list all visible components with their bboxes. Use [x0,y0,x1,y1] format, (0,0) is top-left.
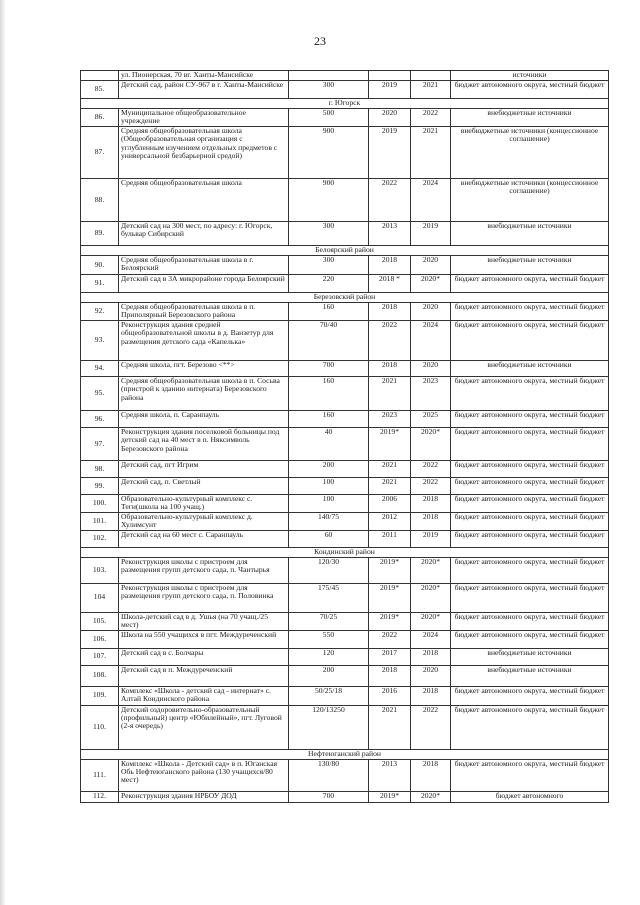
row-number: 96. [81,410,119,427]
capacity: 500 [289,109,369,127]
end-year: 2020* [411,274,451,292]
district-header-row [81,292,609,302]
capacity: 160 [289,410,369,427]
table-row [81,557,609,583]
row-number: 112. [81,791,119,802]
row-number: 110. [81,705,119,749]
funding-source: бюджет автономного округа, местный бюджет [451,686,609,705]
projects-table [80,70,609,803]
end-year: 2024 [411,630,451,648]
row-number: 93. [81,320,119,360]
table-row [81,376,609,410]
capacity: 300 [289,81,369,99]
table-row [81,126,609,178]
district-name: Кондинский район [81,547,609,557]
funding-source: бюджет автономного округа, местный бюджет [451,612,609,630]
start-year: 2012 [369,512,411,530]
object-name: Детский сад, пгт Игрим [119,460,289,477]
table-row [81,477,609,494]
capacity: 70/40 [289,320,369,360]
object-name: Детский сад, район СУ-967 в г. Ханты-Мансийске [119,81,289,99]
object-name: Реконструкция здания поселковой больницы под детский сад на 40 мест в п. Няксимволь Березовского района [119,427,289,460]
funding-source: бюджет автономного округа, местный бюджет [451,705,609,749]
funding-source: бюджет автономного округа, местный бюджет [451,302,609,320]
start-year: 2019* [369,427,411,460]
start-year: 2019 [369,81,411,99]
row-number: 100. [81,494,119,512]
funding-source: бюджет автономного округа, местный бюджет [451,427,609,460]
row-number: 87. [81,126,119,178]
capacity: 220 [289,274,369,292]
object-name: ул. Пионерская, 70 вг. Ханты-Мансийске [119,71,289,81]
district-name: Белоярский район [81,245,609,255]
row-number: 109. [81,686,119,705]
end-year: 2020* [411,427,451,460]
row-number: 99. [81,477,119,494]
object-name: Средняя общеобразовательная школа (Общеобразовательная организация с углубленным изучением отдельных предметов с универсальной безбарьерной средой) [119,126,289,178]
table-row [81,255,609,274]
start-year: 2019* [369,612,411,630]
funding-source: бюджет автономного [451,791,609,802]
capacity: 200 [289,665,369,686]
table-row [81,178,609,221]
start-year: 2019 [369,126,411,178]
table-row [81,530,609,547]
end-year: 2022 [411,460,451,477]
start-year: 2020 [369,109,411,127]
table-row [81,81,609,99]
end-year: 2018 [411,512,451,530]
end-year: 2020 [411,255,451,274]
table-row [81,274,609,292]
start-year: 2018 [369,302,411,320]
funding-source: бюджет автономного округа, местный бюджет [451,630,609,648]
capacity: 160 [289,376,369,410]
district-name: Березовский район [81,292,609,302]
table-row [81,460,609,477]
district-header-row [81,749,609,759]
capacity: 900 [289,126,369,178]
object-name: Средняя школа, п. Саранпауль [119,410,289,427]
row-number: 89. [81,221,119,245]
end-year: 2018 [411,494,451,512]
capacity: 300 [289,255,369,274]
table-row [81,648,609,665]
row-number: 85. [81,81,119,99]
funding-source: бюджет автономного округа, местный бюджет [451,759,609,791]
start-year: 2018 * [369,274,411,292]
table-row [81,791,609,802]
row-number [81,71,119,81]
object-name: Детский оздоровительно-образовательный (профильный) центр «Юбилейный», пгт. Луговой (2-я очередь) [119,705,289,749]
table-row [81,630,609,648]
object-name: Средняя общеобразовательная школа в г. Белоярский [119,255,289,274]
capacity: 50/25/18 [289,686,369,705]
table-row [81,320,609,360]
funding-source: бюджет автономного округа, местный бюджет [451,410,609,427]
table-row [81,612,609,630]
district-header-row [81,245,609,255]
start-year [369,71,411,81]
object-name: Детский сад в 3А микрорайоне города Белоярский [119,274,289,292]
object-name: Школа-детский сад в д. Ушья (на 70 учащ./25 мест) [119,612,289,630]
funding-source: внебюджетные источники [451,360,609,376]
row-number: 91. [81,274,119,292]
table-row [81,427,609,460]
row-number: 98. [81,460,119,477]
end-year [411,71,451,81]
capacity: 120/13250 [289,705,369,749]
funding-source: внебюджетные источники (концессионное соглашение) [451,126,609,178]
start-year: 2018 [369,665,411,686]
end-year: 2020 [411,665,451,686]
start-year: 2021 [369,376,411,410]
end-year: 2020 [411,360,451,376]
table-row [81,512,609,530]
table-row [81,759,609,791]
row-number: 106. [81,630,119,648]
end-year: 2022 [411,109,451,127]
row-number: 105. [81,612,119,630]
funding-source: бюджет автономного округа, местный бюджет [451,494,609,512]
row-number: 101. [81,512,119,530]
object-name: Детский сад в п. Междуреченский [119,665,289,686]
object-name: Комплекс «Школа - Детский сад» в п. Юганская Обь Нефтеюганского района (130 учащихся/80 мест) [119,759,289,791]
end-year: 2024 [411,178,451,221]
row-number: 104 [81,583,119,612]
end-year: 2018 [411,686,451,705]
capacity: 160 [289,302,369,320]
start-year: 2019* [369,557,411,583]
end-year: 2020* [411,791,451,802]
table-row [81,302,609,320]
start-year: 2019* [369,791,411,802]
capacity [289,71,369,81]
end-year: 2022 [411,705,451,749]
end-year: 2025 [411,410,451,427]
district-header-row [81,99,609,109]
row-number: 108. [81,665,119,686]
start-year: 2022 [369,178,411,221]
object-name: Детский сад на 60 мест с. Саранпауль [119,530,289,547]
funding-source: внебюджетные источники [451,665,609,686]
row-number: 95. [81,376,119,410]
start-year: 2013 [369,759,411,791]
funding-source: бюджет автономного округа, местный бюджет [451,583,609,612]
start-year: 2019* [369,583,411,612]
table-row [81,705,609,749]
row-number: 88. [81,178,119,221]
object-name: Школа на 550 учащихся в пгт. Междуреченский [119,630,289,648]
object-name: Средняя общеобразовательная школа в п. Сосьва (пристрой к зданию интерната) Березовского района [119,376,289,410]
district-header-row [81,547,609,557]
start-year: 2011 [369,530,411,547]
end-year: 2024 [411,320,451,360]
table-row [81,71,609,81]
end-year: 2020* [411,612,451,630]
funding-source: бюджет автономного округа, местный бюджет [451,376,609,410]
object-name: Реконструкция здания НРБОУ ДОД [119,791,289,802]
table-row [81,109,609,127]
start-year: 2013 [369,221,411,245]
district-name: Нефтеюганский район [81,749,609,759]
end-year: 2021 [411,81,451,99]
row-number: 111. [81,759,119,791]
funding-source: бюджет автономного округа, местный бюджет [451,512,609,530]
capacity: 900 [289,178,369,221]
end-year: 2018 [411,648,451,665]
table-row [81,494,609,512]
funding-source: внебюджетные источники (концессионное соглашение) [451,178,609,221]
end-year: 2020* [411,557,451,583]
capacity: 700 [289,360,369,376]
end-year: 2018 [411,759,451,791]
funding-source: внебюджетные источники [451,109,609,127]
funding-source: внебюджетные источники [451,648,609,665]
end-year: 2019 [411,530,451,547]
row-number: 103. [81,557,119,583]
start-year: 2023 [369,410,411,427]
capacity: 300 [289,221,369,245]
page-number: 23 [314,34,326,48]
capacity: 550 [289,630,369,648]
object-name: Детский сад в с. Болчары [119,648,289,665]
end-year: 2023 [411,376,451,410]
start-year: 2006 [369,494,411,512]
end-year: 2021 [411,126,451,178]
row-number: 102. [81,530,119,547]
start-year: 2018 [369,255,411,274]
table-row [81,583,609,612]
object-name: Муниципальное общеобразовательное учреждение [119,109,289,127]
end-year: 2022 [411,477,451,494]
capacity: 140/75 [289,512,369,530]
object-name: Образовательно-культурный комплекс с. Теги(школа на 100 учащ.) [119,494,289,512]
capacity: 700 [289,791,369,802]
funding-source: внебюджетные источники [451,221,609,245]
object-name: Комплекс «Школа - детский сад - интернат» с. Алтай Кондинского района [119,686,289,705]
start-year: 2021 [369,477,411,494]
end-year: 2020* [411,583,451,612]
row-number: 107. [81,648,119,665]
capacity: 130/80 [289,759,369,791]
capacity: 40 [289,427,369,460]
funding-source: бюджет автономного округа, местный бюджет [451,460,609,477]
capacity: 175/45 [289,583,369,612]
object-name: Реконструкция школы с пристроем для размещения групп детского сада, п. Половинка [119,583,289,612]
capacity: 60 [289,530,369,547]
object-name: Средняя общеобразовательная школа в п. Приполярный Березовского района [119,302,289,320]
start-year: 2022 [369,630,411,648]
table-row [81,665,609,686]
capacity: 100 [289,494,369,512]
capacity: 120/30 [289,557,369,583]
row-number: 86. [81,109,119,127]
start-year: 2022 [369,320,411,360]
capacity: 120 [289,648,369,665]
object-name: Реконструкция школы с пристроем для размещения групп детского сада, п. Чантырья [119,557,289,583]
object-name: Реконструкция здания средней общеобразовательной школы в д. Ванзетур для размещения детского сада «Капелька» [119,320,289,360]
start-year: 2017 [369,648,411,665]
funding-source: источники [451,71,609,81]
start-year: 2018 [369,360,411,376]
capacity: 100 [289,477,369,494]
start-year: 2021 [369,705,411,749]
end-year: 2019 [411,221,451,245]
funding-source: бюджет автономного округа, местный бюджет [451,81,609,99]
scan-edge [0,0,6,905]
start-year: 2016 [369,686,411,705]
district-name: г. Югорск [81,99,609,109]
funding-source: бюджет автономного округа, местный бюджет [451,530,609,547]
table-row [81,221,609,245]
table-row [81,410,609,427]
table-row [81,360,609,376]
capacity: 70/25 [289,612,369,630]
object-name: Детский сад на 300 мест, по адресу: г. Югорск, бульвар Сибирский [119,221,289,245]
object-name: Средняя школа, пгт. Березово <**> [119,360,289,376]
object-name: Средняя общеобразовательная школа [119,178,289,221]
object-name: Детский сад, п. Светлый [119,477,289,494]
funding-source: бюджет автономного округа, местный бюджет [451,274,609,292]
start-year: 2021 [369,460,411,477]
funding-source: бюджет автономного округа, местный бюджет [451,320,609,360]
row-number: 90. [81,255,119,274]
table-row [81,686,609,705]
object-name: Образовательно-культурный комплекс д. Хулимсунт [119,512,289,530]
capacity: 200 [289,460,369,477]
row-number: 92. [81,302,119,320]
funding-source: бюджет автономного округа, местный бюджет [451,557,609,583]
funding-source: внебюджетные источники [451,255,609,274]
row-number: 94. [81,360,119,376]
row-number: 97. [81,427,119,460]
funding-source: бюджет автономного округа, местный бюджет [451,477,609,494]
end-year: 2020 [411,302,451,320]
